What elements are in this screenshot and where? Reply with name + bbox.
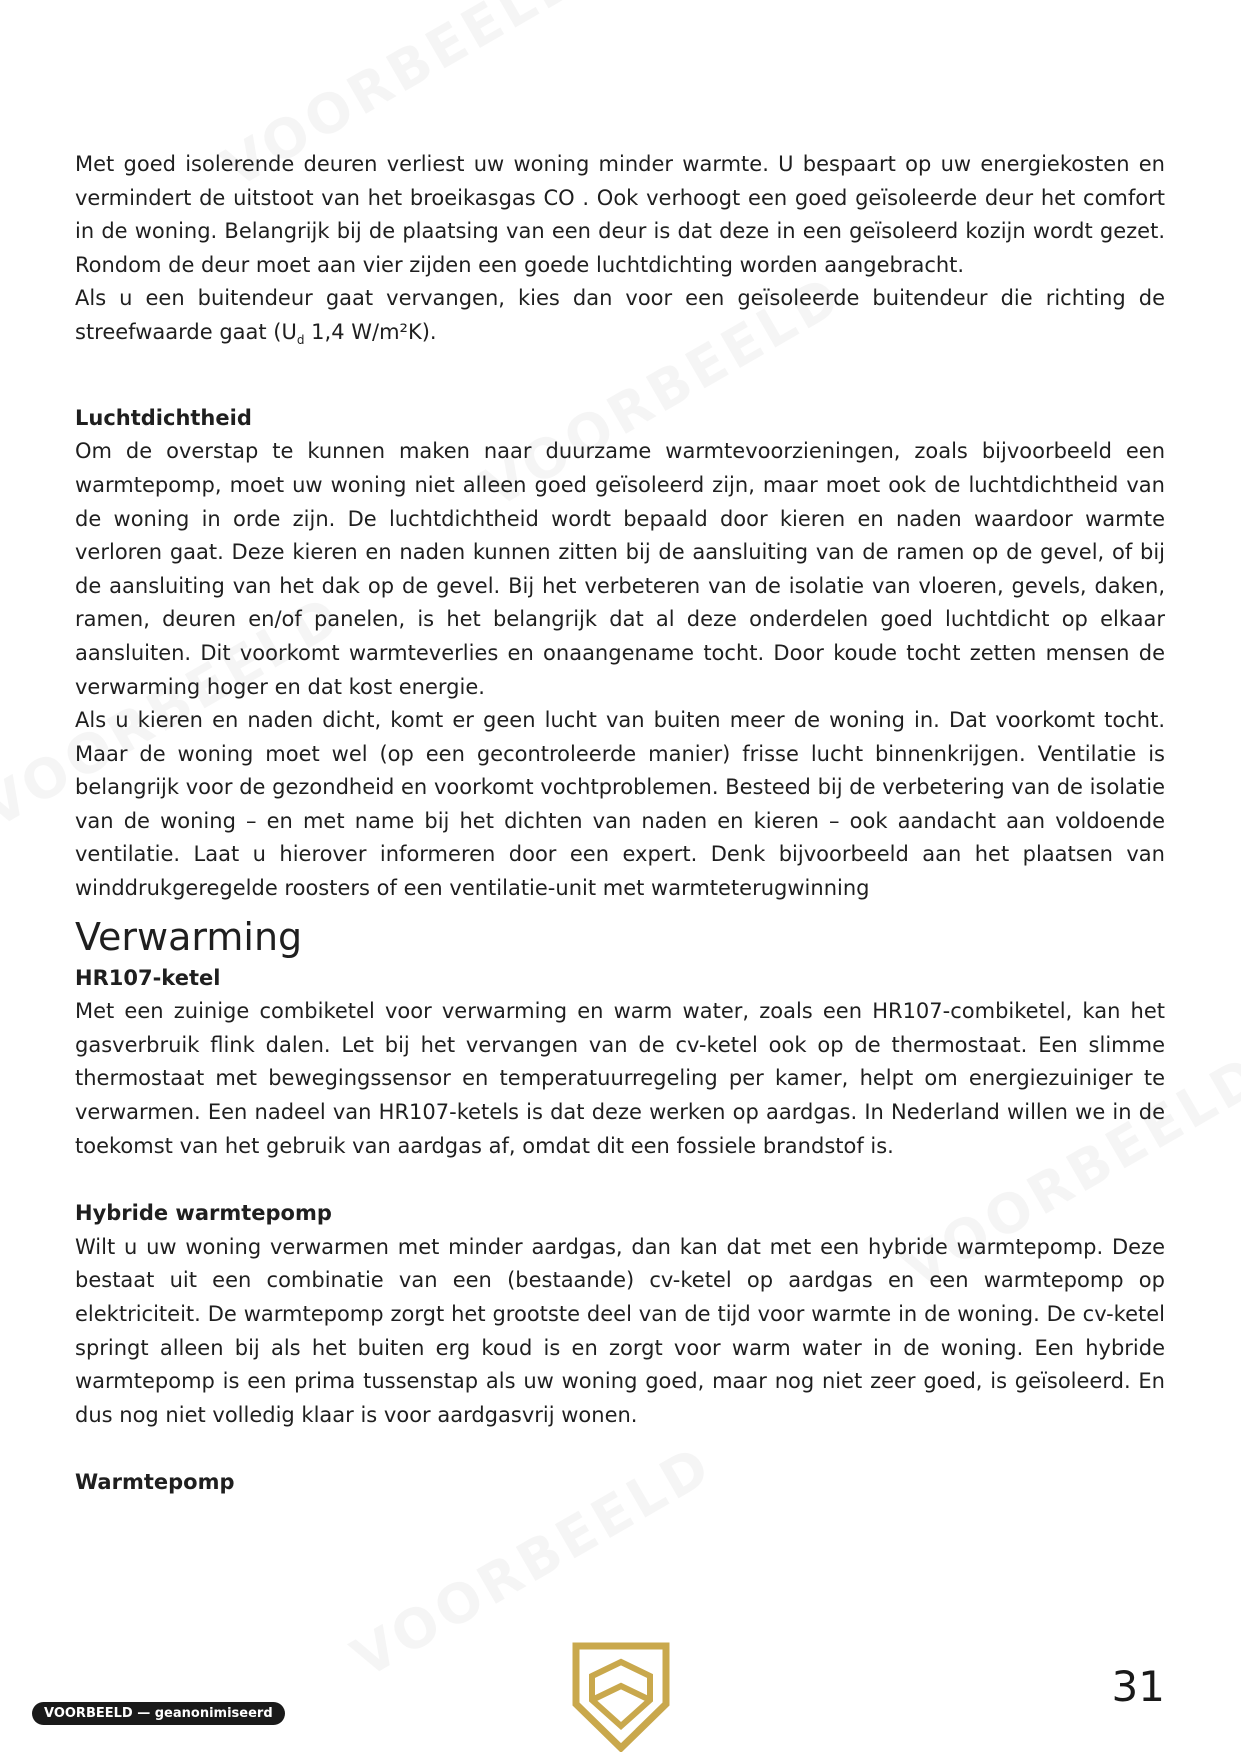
- intro-paragraph: Met goed isolerende deuren verliest uw woning minder warmte. U bespaart op uw energiekosten en vermindert de uitstoot van het broeikasgas CO . Ook verhoogt een goed geïsoleerde deur het comfort in de woning. Belangrijk bij de plaatsing van een deur is dat deze in een geïsoleerd kozijn wordt gezet. Rondom de deur moet aan vier zijden een goede luchtdichting worden aangebracht.: [75, 152, 1165, 277]
- luchtdichtheid-paragraph-1: Om de overstap te kunnen maken naar duurzame warmtevoorzieningen, zoals bijvoorbeeld een warmtepomp, moet uw woning niet alleen goed geïsoleerd zijn, maar moet ook de luchtdichtheid van de woning in orde zijn. De luchtdichtheid wordt bepaald door kieren en naden waardoor warmte verloren gaat. Deze kieren en naden kunnen zitten bij de aansluiting van de ramen op de gevel, of bij de aansluiting van het dak op de gevel. Bij het verbeteren van de isolatie van vloeren, gevels, daken, ramen, deuren en/of panelen, is het belangrijk dat al deze onderdelen goed luchtdicht op elkaar aansluiten. Dit voorkomt warmteverlies en onaangename tocht. Door koude tocht zetten mensen de verwarming hoger en dat kost energie.: [75, 439, 1165, 699]
- hybride-heading: Hybride warmtepomp: [75, 1201, 332, 1226]
- intro-paragraph-2: Als u een buitendeur gaat vervangen, kies dan voor een geïsoleerde buitendeur die richting de streefwaarde gaat ($U_d$ 1,4 W/m²K).: [75, 286, 1165, 348]
- luchtdichtheid-paragraph-2: Als u kieren en naden dicht, komt er geen lucht van buiten meer de woning in. Dat voorkomt tocht. Maar de woning moet wel (op een gecontroleerde manier) frisse lucht binnenkrijgen. Ventilatie is belangrijk voor de gezondheid en voorkomt vochtproblemen. Besteed bij de verbetering van de isolatie van de woning – en met name bij het dichten van naden en kieren – ook aandacht aan voldoende ventilatie. Laat u hierover informeren door een expert. Denk bijvoorbeeld aan het plaatsen van winddrukgeregelde roosters of een ventilatie-unit met warmteterugwinning: [75, 708, 1165, 901]
- warmtepomp-heading: Warmtepomp: [75, 1470, 235, 1495]
- hr107-paragraph: Met een zuinige combiketel voor verwarming en warm water, zoals een HR107-combiketel, kan het gasverbruik flink dalen. Let bij het vervangen van de cv-ketel ook op de thermostaat. Een slimme thermostaat met bewegingssensor en temperatuurregeling per kamer, helpt om energiezuiniger te verwarmen. Een nadeel van HR107-ketels is dat deze werken op aardgas. In Nederland willen we in de toekomst van het gebruik van aardgas af, omdat dit een fossiele brandstof is.: [75, 999, 1165, 1158]
- section-title-verwarming: Verwarming: [75, 914, 303, 959]
- shield-logo-icon: [572, 1642, 670, 1752]
- hr107-heading: HR107-ketel: [75, 965, 221, 990]
- luchtdichtheid-heading: Luchtdichtheid: [75, 405, 252, 430]
- subscript-d: d: [296, 333, 305, 348]
- anonymized-badge: VOORBEELD — geanonimiseerd: [32, 1702, 285, 1725]
- page-number: 31: [1111, 1662, 1165, 1711]
- main-content: [75, 148, 1165, 1500]
- hybride-paragraph: Wilt u uw woning verwarmen met minder aardgas, dan kan dat met een hybride warmtepomp. Deze bestaat uit een combinatie van een (bestaande) cv-ketel op aardgas en een warmtepomp op elektriciteit. De warmtepomp zorgt het grootste deel van de tijd voor warmte in de woning. De cv-ketel springt alleen bij als het buiten erg koud is en zorgt voor warm water in de woning. Een hybride warmtepomp is een prima tussenstap als uw woning goed, maar nog niet zeer goed, is geïsoleerd. En dus nog niet volledig klaar is voor aardgasvrij wonen.: [75, 1234, 1165, 1427]
